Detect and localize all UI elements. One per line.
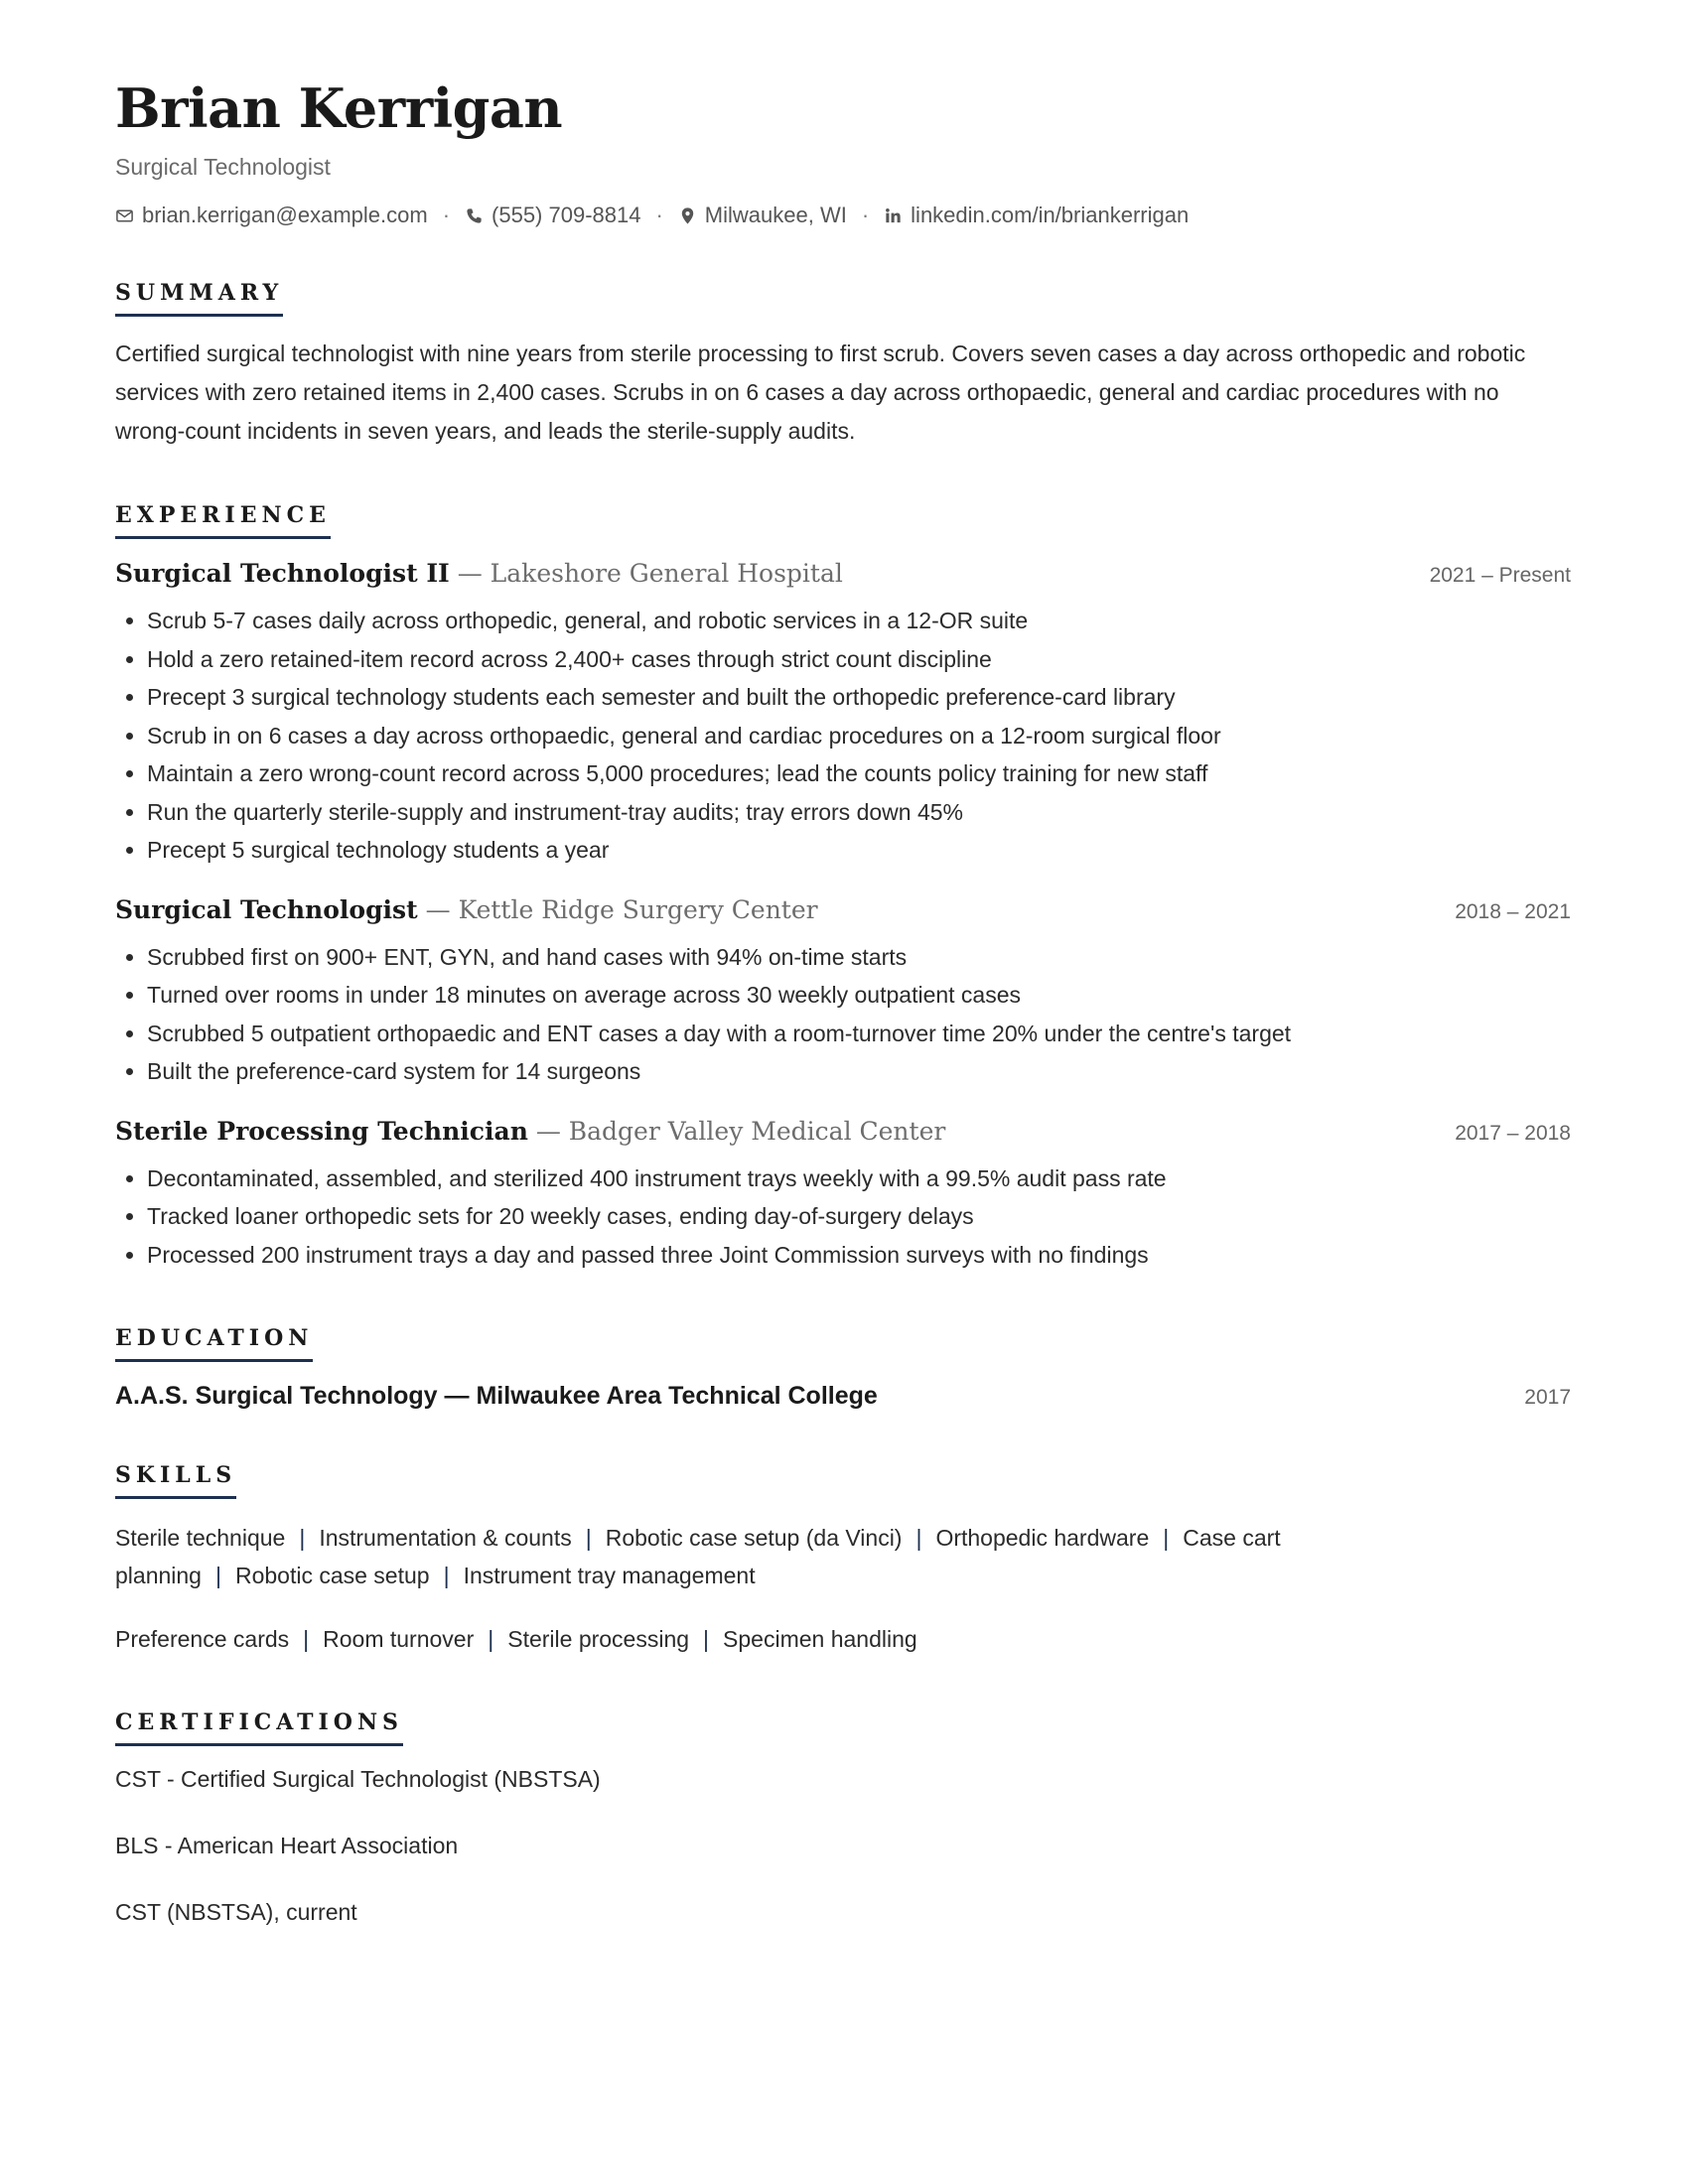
skill-item: Robotic case setup (da Vinci) [605,1525,903,1552]
skill-item: Sterile technique [115,1525,286,1552]
job-title-line [115,1117,945,1146]
candidate-name: Brian Kerrigan [115,76,563,140]
skill-item: Instrument tray management [463,1563,756,1589]
job-company: — Kettle Ridge Surgery Center [425,894,818,924]
location-text: Milwaukee, WI [704,203,847,228]
skill-separator: | [303,1626,310,1653]
linkedin-icon [884,206,903,225]
skill-separator: | [299,1525,306,1552]
job-bullet: • Processed 200 instrument trays a day and passed three Joint Commission surveys with no findings [147,1236,1571,1275]
contact-separator: · [655,203,663,228]
education-year: 2017 [1524,1386,1571,1410]
skill-separator: | [214,1563,221,1589]
certification-item: BLS - American Heart Association [115,1833,459,1859]
certification-item: CST - Certified Surgical Technologist (NBSTSA) [115,1766,601,1793]
job-bullet: • Scrub 5-7 cases daily across orthopedic, general, and robotic services in a 12-OR suite [147,602,1571,640]
job-bullet: • Precept 5 surgical technology students a year [147,831,1571,870]
job-bullet: • Precept 3 surgical technology students each semester and built the orthopedic preference-card library [147,678,1571,717]
skill-separator: | [585,1525,592,1552]
summary-heading: SUMMARY [115,280,283,317]
skill-item: Orthopedic hardware [935,1525,1150,1552]
skill-item: Specimen handling [723,1626,917,1653]
skill-item: Robotic case setup [234,1563,430,1589]
skill-item: Preference cards [115,1626,290,1653]
skill-item: Instrumentation & counts [319,1525,572,1552]
job-company: — Lakeshore General Hospital [457,559,843,589]
skill-separator: | [1163,1525,1170,1552]
job-title: Surgical Technologist [115,894,418,924]
summary-section [115,280,1571,451]
phone-icon [465,206,484,225]
job-entry [115,1117,1571,1275]
education-section [115,1325,1571,1411]
job-header [115,1117,1571,1146]
job-bullets [115,1160,1571,1275]
job-bullet: • Scrubbed first on 900+ ENT, GYN, and hand cases with 94% on-time starts [147,938,1571,977]
contact-line [115,203,1571,228]
education-heading: EDUCATION [115,1325,313,1362]
phone-text: (555) 709-8814 [492,203,641,228]
summary-text: Certified surgical technologist with nine years from sterile processing to first scrub. Covers seven cases a day across orthopedic and robotic services with zero retained items in 2,400 cases. Scrubs in on 6 cases a day across orthopaedic, general and cardiac procedures with no wrong-count incidents in seven years, and leads the sterile-supply audits. [115,341,1526,445]
skill-item: Case cart planning [115,1525,1281,1589]
contact-separator: · [442,203,451,228]
email-text: brian.kerrigan@example.com [142,203,428,228]
skill-item: Room turnover [323,1626,475,1653]
candidate-role: Surgical Technologist [115,154,331,181]
certifications-section [115,1709,1571,1926]
job-bullet: • Tracked loaner orthopedic sets for 20 weekly cases, ending day-of-surgery delays [147,1197,1571,1236]
job-bullet: • Hold a zero retained-item record across 2,400+ cases through strict count discipline [147,640,1571,679]
location-pin-icon [678,206,697,225]
job-title: Sterile Processing Technician [115,1116,528,1146]
job-company: — Badger Valley Medical Center [535,1116,946,1146]
education-entry [115,1382,1571,1411]
skill-separator: | [703,1626,710,1653]
certification-item: CST (NBSTSA), current [115,1899,357,1926]
skills-section [115,1462,1571,1658]
experience-heading: EXPERIENCE [115,502,331,539]
skills-group [115,1519,1396,1594]
skills-group [115,1620,1396,1658]
job-bullet: • Decontaminated, assembled, and sterilized 400 instrument trays weekly with a 99.5% audit pass rate [147,1160,1571,1198]
job-header [115,895,1571,924]
skills-heading: SKILLS [115,1462,236,1499]
contact-phone[interactable] [465,203,640,228]
job-bullets [115,602,1571,870]
linkedin-text: linkedin.com/in/briankerrigan [911,203,1190,228]
job-dates: 2017 – 2018 [1455,1121,1571,1145]
contact-linkedin[interactable] [884,203,1189,228]
job-title-line [115,559,843,588]
job-bullet: • Turned over rooms in under 18 minutes on average across 30 weekly outpatient cases [147,976,1571,1015]
job-bullet: • Scrub in on 6 cases a day across orthopaedic, general and cardiac procedures on a 12-room surgical floor [147,717,1571,755]
skill-separator: | [443,1563,450,1589]
education-degree: A.A.S. Surgical Technology — Milwaukee Area Technical College [115,1382,878,1411]
job-bullet: • Built the preference-card system for 14 surgeons [147,1052,1571,1091]
skill-item: Sterile processing [507,1626,690,1653]
job-title-line [115,895,818,924]
job-bullet: • Scrubbed 5 outpatient orthopaedic and ENT cases a day with a room-turnover time 20% under the centre's target [147,1015,1571,1053]
job-dates: 2018 – 2021 [1455,899,1571,923]
job-entry [115,559,1571,870]
job-bullet: • Run the quarterly sterile-supply and instrument-tray audits; tray errors down 45% [147,793,1571,832]
job-header [115,559,1571,588]
job-bullet: • Maintain a zero wrong-count record across 5,000 procedures; lead the counts policy training for new staff [147,754,1571,793]
job-title: Surgical Technologist II [115,559,450,589]
certifications-heading: CERTIFICATIONS [115,1709,403,1746]
skill-separator: | [915,1525,922,1552]
experience-section [115,502,1571,1274]
mail-icon [115,206,134,225]
contact-location [678,203,847,228]
job-entry [115,895,1571,1091]
contact-email[interactable] [115,203,428,228]
job-bullets [115,938,1571,1091]
job-dates: 2021 – Present [1429,564,1571,588]
skill-separator: | [488,1626,494,1653]
contact-separator: · [861,203,870,228]
